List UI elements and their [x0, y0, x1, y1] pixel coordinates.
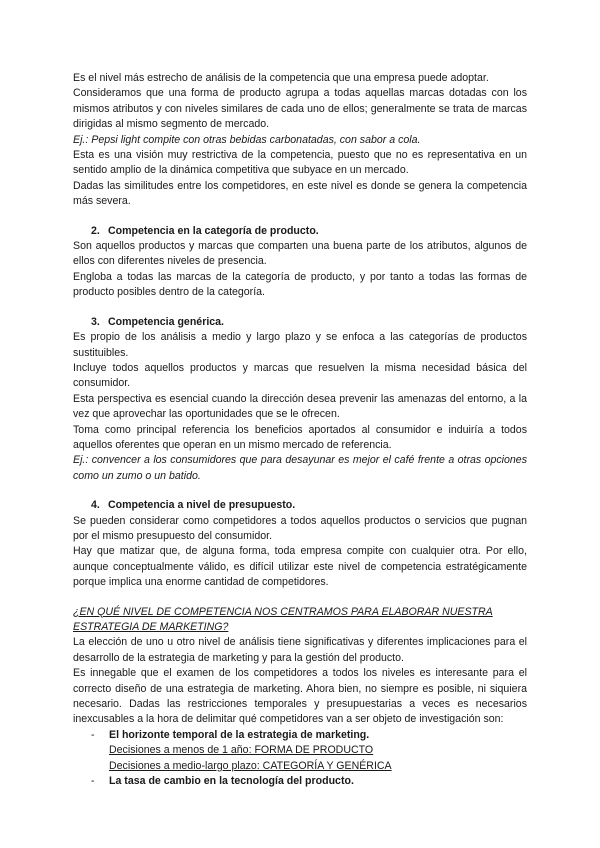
section-4-number: 4. — [91, 499, 100, 512]
bullet-2-text: La tasa de cambio en la tecnología del producto. — [109, 775, 354, 788]
sub-item-2: Decisiones a medio-largo plazo: CATEGORÍA Y GENÉRICA — [109, 759, 392, 772]
sub-item-1: Decisiones a menos de 1 año: FORMA DE PRODUCTO — [109, 744, 374, 757]
section-4-title: Competencia a nivel de presupuesto. — [108, 499, 296, 512]
document-page — [73, 71, 527, 789]
section-4-paragraph-2: Hay que matizar que, de alguna forma, toda empresa compite con cualquier otra. Por ello, aunque conceptualmente válido, es difícil utilizar este nivel de competencia estratégicamente porque implica una enorme cantidad de competidores. — [73, 545, 527, 589]
intro-paragraph-1: Es el nivel más estrecho de análisis de la competencia que una empresa puede adoptar. — [73, 72, 489, 84]
bullet-item — [73, 774, 527, 789]
section-2-paragraph-1: Son aquellos productos y marcas que comparten una buena parte de los atributos, algunos de ellos con diferentes niveles de presencia. — [73, 240, 527, 268]
section-3-paragraph-3: Esta perspectiva es esencial cuando la dirección desea prevenir las amenazas del entorno, a la vez que aprovechar las oportunidades que se le ofrecen. — [73, 392, 527, 421]
question-paragraph-2: Es innegable que el examen de los competidores a todos los niveles es interesante para el correcto diseño de una estrategia de marketing. Ahora bien, no siempre es posible, ni siquiera necesario. Dadas las restricciones temporales y presupuestarias a veces es necesarios inexcusables a la hora de delimitar qué competidores van a ser objeto de investigación son: — [73, 667, 527, 726]
section-4-heading — [73, 498, 527, 513]
section-3-heading — [73, 315, 527, 330]
section-3-example: Ej.: convencer a los consumidores que para desayunar es mejor el café frente a otras opciones como un zumo o un batido. — [73, 454, 527, 482]
section-2-number: 2. — [91, 224, 100, 237]
intro-paragraph-4: Dadas las similitudes entre los competidores, en este nivel es donde se genera la competencia más severa. — [73, 179, 527, 208]
section-2-heading — [73, 224, 527, 239]
intro-paragraph-3: Esta es una visión muy restrictiva de la competencia, puesto que no es representativa en un sentido amplio de la dinámica competitiva que subyace en un mercado. — [73, 149, 527, 177]
bullet-marker: - — [91, 728, 95, 741]
section-2-title: Competencia en la categoría de producto. — [108, 224, 319, 237]
section-3-title: Competencia genérica. — [108, 315, 224, 328]
bullet-marker: - — [91, 775, 95, 788]
question-paragraph-1: La elección de uno u otro nivel de análisis tiene significativas y diferentes implicaciones para el desarrollo de la estrategia de marketing y para la gestión del producto. — [73, 636, 527, 664]
section-3-number: 3. — [91, 315, 100, 328]
intro-paragraph-2: Consideramos que una forma de producto agrupa a todas aquellas marcas dotadas con los mismos atributos y con niveles similares de cada uno de ellos; generalmente se trata de marcas dirigidas al mismo segmento de mercado. — [73, 87, 527, 131]
bullet-item — [73, 728, 527, 743]
question-heading: ¿EN QUÉ NIVEL DE COMPETENCIA NOS CENTRAMOS PARA ELABORAR NUESTRA ESTRATEGIA DE MARKETING? — [73, 605, 493, 633]
section-2-paragraph-2: Engloba a todas las marcas de la categoría de producto, y por tanto a todas las formas de producto posibles dentro de la categoría. — [73, 270, 527, 299]
section-3-paragraph-1: Es propio de los análisis a medio y largo plazo y se enfoca a las categorías de productos sustituibles. — [73, 331, 527, 359]
section-3-paragraph-4: Toma como principal referencia los beneficios aportados al consumidor e induiría a todos aquellos oferentes que operan en un mismo mercado de referencia. — [73, 423, 527, 451]
intro-example: Ej.: Pepsi light compite con otras bebidas carbonatadas, con sabor a cola. — [73, 133, 421, 146]
section-3-paragraph-2: Incluye todos aquellos productos y marcas que resuelven la misma necesidad básica del consumidor. — [73, 361, 527, 390]
bullet-1-text: El horizonte temporal de la estrategia de marketing. — [109, 728, 370, 741]
section-4-paragraph-1: Se pueden considerar como competidores a todos aquellos productos o servicios que pugnan por el mismo presupuesto del consumidor. — [73, 514, 527, 542]
